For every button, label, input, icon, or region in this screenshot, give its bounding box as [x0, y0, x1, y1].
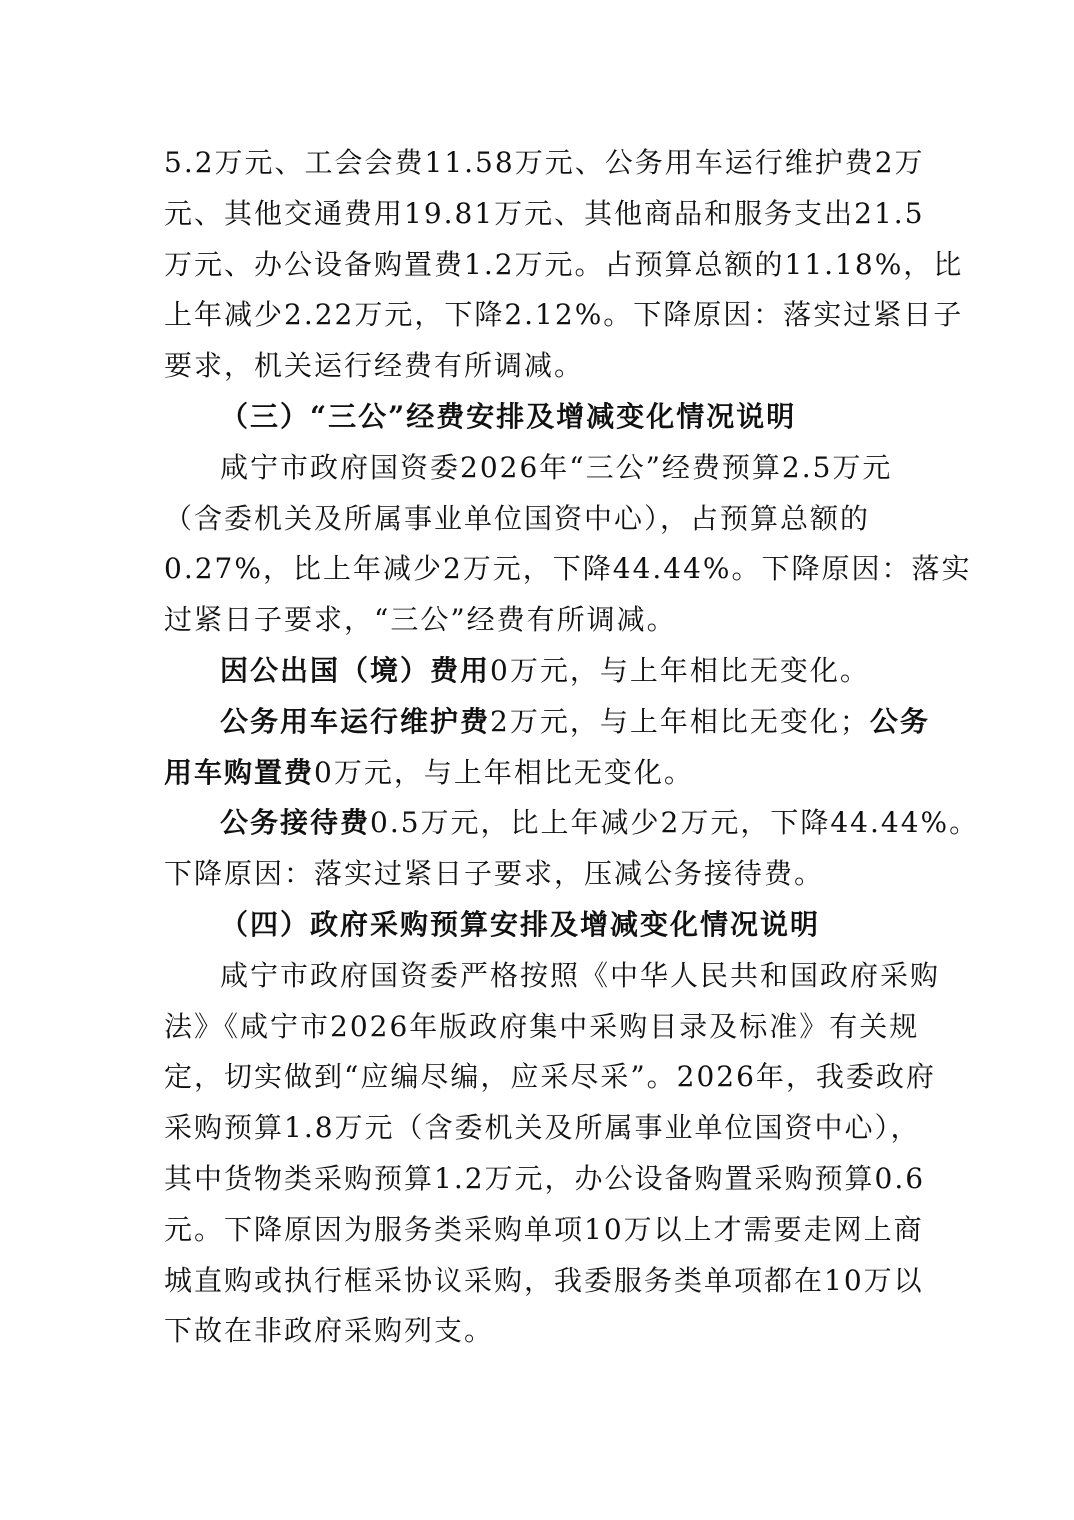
paragraph-line: 上年减少2.22万元，下降2.12%。下降原因：落实过紧日子 [164, 298, 964, 332]
vehicle-maintenance-text: 2万元，与上年相比无变化； [490, 704, 870, 738]
paragraph-line: 其中货物类采购预算1.2万元，办公设备购置采购预算0.6 [164, 1161, 926, 1195]
vehicle-maintenance-label: 公务用车运行维护费 [220, 704, 491, 738]
paragraph-line: 元、其他交通费用19.81万元、其他商品和服务支出21.5 [164, 196, 925, 230]
overseas-expense-label: 因公出国（境）费用 [220, 653, 491, 687]
paragraph-line: 采购预算1.8万元（含委机关及所属事业单位国资中心）， [164, 1111, 921, 1145]
overseas-expense-line [164, 646, 914, 697]
paragraph-line: 咸宁市政府国资委严格按照《中华人民共和国政府采购 [220, 958, 941, 992]
vehicle-purchase-line [164, 748, 914, 799]
reception-expense-text: 0.5万元，比上年减少2万元，下降44.44%。 [370, 806, 980, 840]
paragraph-line: 0.27%，比上年减少2万元，下降44.44%。下降原因：落实 [164, 552, 972, 586]
paragraph-line: 万元、办公设备购置费1.2万元。占预算总额的11.18%，比 [164, 247, 964, 281]
document-body [164, 138, 980, 1357]
overseas-expense-text: 0万元，与上年相比无变化。 [490, 653, 870, 687]
reception-expense-line [164, 798, 980, 849]
section-heading-three: （三）“三公”经费安排及增减变化情况说明 [220, 399, 797, 433]
section-heading-four: （四）政府采购预算安排及增减变化情况说明 [220, 907, 821, 941]
paragraph-line: （含委机关及所属事业单位国资中心），占预算总额的 [164, 501, 871, 535]
paragraph-line: 元。下降原因为服务类采购单项10万以上才需要走网上商 [164, 1212, 924, 1246]
paragraph-line: 下降原因：落实过紧日子要求，压减公务接待费。 [164, 857, 825, 891]
vehicle-maintenance-line [164, 697, 930, 748]
paragraph-line: 下故在非政府采购列支。 [164, 1314, 495, 1348]
paragraph-line: 定，切实做到“应编尽编，应采尽采”。2026年，我委政府 [164, 1060, 936, 1094]
paragraph-line: 法》《咸宁市2026年版政府集中采购目录及标准》有关规 [164, 1009, 920, 1043]
paragraph-line: 5.2万元、工会会费11.58万元、公务用车运行维护费2万 [164, 146, 925, 179]
reception-expense-label: 公务接待费 [220, 806, 371, 840]
paragraph-line: 要求，机关运行经费有所调减。 [164, 349, 585, 383]
vehicle-purchase-text: 0万元，与上年相比无变化。 [314, 755, 694, 789]
paragraph-line: 咸宁市政府国资委2026年“三公”经费预算2.5万元 [220, 450, 893, 484]
vehicle-purchase-label: 用车购置费 [164, 755, 315, 789]
paragraph-line: 城直购或执行框采协议采购，我委服务类单项都在10万以 [164, 1263, 924, 1297]
paragraph-line: 过紧日子要求，“三公”经费有所调减。 [164, 603, 677, 637]
vehicle-purchase-label-start: 公务 [869, 704, 930, 738]
